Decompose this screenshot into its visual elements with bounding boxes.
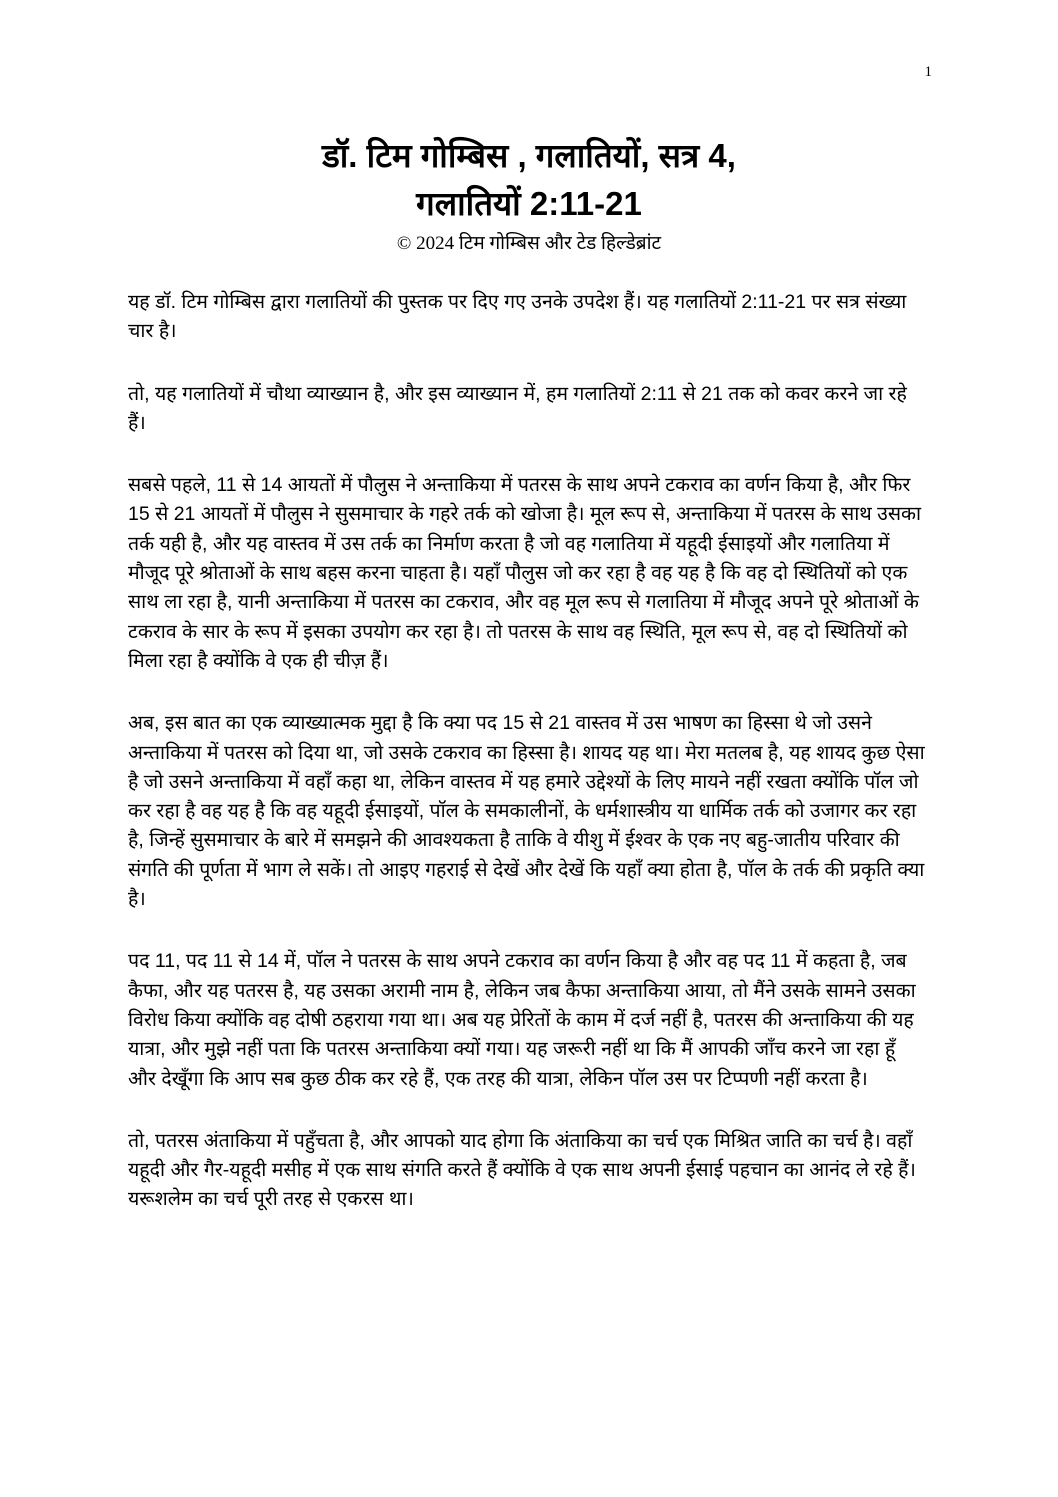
document-body: [128, 288, 928, 1248]
document-title-line-2: गलातियों 2:11-21: [416, 185, 642, 222]
paragraph-interpretive-issue: अब, इस बात का एक व्याख्यात्मक मुद्दा है कि क्या पद 15 से 21 वास्तव में उस भाषण का हिस्सा थे जो उसने अन्ताकिया में पतरस को दिया था, जो उसके टकराव का हिस्सा है। शायद यह था। मेरा मतलब है, यह शायद कुछ ऐसा है जो उसने अन्ताकिया में वहाँ कहा था, लेकिन वास्तव में यह हमारे उद्देश्यों के लिए मायने नहीं रखता क्योंकि पॉल जो कर रहा है वह यह है कि वह यहूदी ईसाइयों, पॉल के समकालीनों, के धर्मशास्त्रीय या धार्मिक तर्क को उजागर कर रहा है, जिन्हें सुसमाचार के बारे में समझने की आवश्यकता है ताकि वे यीशु में ईश्वर के एक नए बहु-जातीय परिवार की संगति की पूर्णता में भाग ले सकें। तो आइए गहराई से देखें और देखें कि यहाँ क्या होता है, पॉल के तर्क की प्रकृति क्या है।: [128, 712, 925, 911]
paragraph-intro: यह डॉ. टिम गोम्बिस द्वारा गलातियों की पुस्तक पर दिए गए उनके उपदेश हैं। यह गलातियों 2:11-21 पर सत्र संख्या चार है।: [128, 291, 907, 343]
document-header: [100, 132, 958, 258]
document-title-line-1: डॉ. टिम गोम्बिस , गलातियों, सत्र 4,: [322, 137, 736, 174]
paragraph-antioch-church: तो, पतरस अंताकिया में पहुँचता है, और आपको याद होगा कि अंताकिया का चर्च एक मिश्रित जाति का चर्च है। वहाँ यहूदी और गैर-यहूदी मसीह में एक साथ संगति करते हैं क्योंकि वे एक साथ अपनी ईसाई पहचान का आनंद ले रहे हैं। यरूशलेम का चर्च पूरी तरह से एकरस था।: [128, 1129, 916, 1211]
paragraph-verse-11: पद 11, पद 11 से 14 में, पॉल ने पतरस के साथ अपने टकराव का वर्णन किया है और वह पद 11 में कहता है, जब कैफा, और यह पतरस है, यह उसका अरामी नाम है, लेकिन जब कैफा अन्ताकिया आया, तो मैंने उसके सामने उसका विरोध किया क्योंकि वह दोषी ठहराया गया था। अब यह प्रेरितों के काम में दर्ज नहीं है, पतरस की अन्ताकिया की यह यात्रा, और मुझे नहीं पता कि पतरस अन्ताकिया क्यों गया। यह जरूरी नहीं था कि मैं आपकी जाँच करने जा रहा हूँ और देखूँगा कि आप सब कुछ ठीक कर रहे हैं, एक तरह की यात्रा, लेकिन पॉल उस पर टिप्पणी नहीं करता है।: [128, 950, 916, 1090]
copyright-notice: © 2024 टिम गोम्बिस और टेड हिल्डेब्रांट: [396, 233, 662, 254]
paragraph-antioch-confrontation: सबसे पहले, 11 से 14 आयतों में पौलुस ने अन्ताकिया में पतरस के साथ अपने टकराव का वर्णन किया है, और फिर 15 से 21 आयतों में पौलुस ने सुसमाचार के गहरे तर्क को खोजा है। मूल रूप से, अन्ताकिया में पतरस के साथ उसका तर्क यही है, और यह वास्तव में उस तर्क का निर्माण करता है जो वह गलातिया में यहूदी ईसाइयों और गलातिया में मौजूद पूरे श्रोताओं के साथ बहस करना चाहता है। यहाँ पौलुस जो कर रहा है वह यह है कि वह दो स्थितियों को एक साथ ला रहा है, यानी अन्ताकिया में पतरस का टकराव, और वह मूल रूप से गलातिया में मौजूद अपने पूरे श्रोताओं के टकराव के सार के रूप में इसका उपयोग कर रहा है। तो पतरस के साथ वह स्थिति, मूल रूप से, वह दो स्थितियों को मिला रहा है क्योंकि वे एक ही चीज़ हैं।: [128, 474, 922, 672]
page-number: 1: [924, 64, 932, 80]
paragraph-lecture-overview: तो, यह गलातियों में चौथा व्याख्यान है, और इस व्याख्यान में, हम गलातियों 2:11 से 21 तक को कवर करने जा रहे हैं।: [128, 382, 907, 434]
